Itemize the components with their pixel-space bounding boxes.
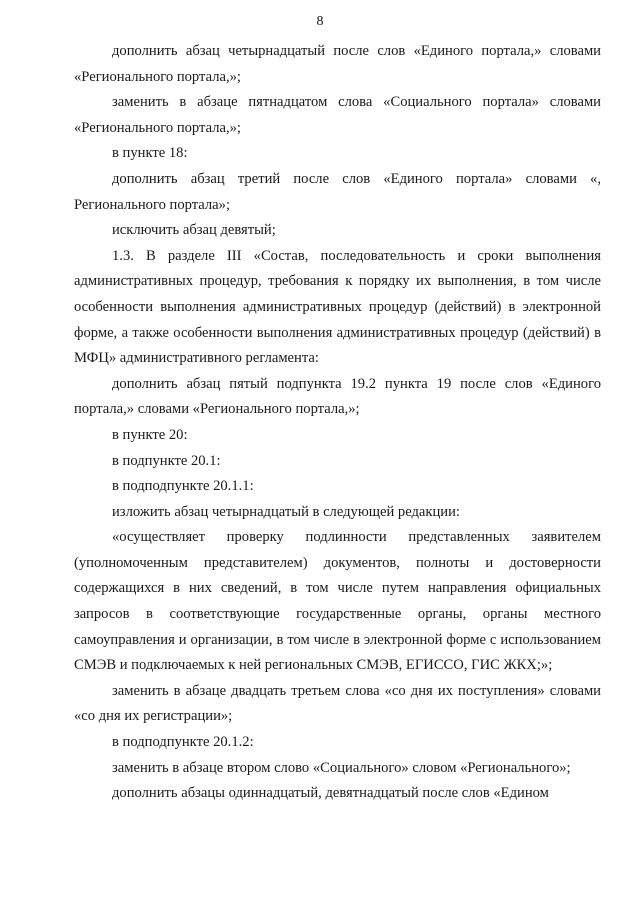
paragraph: дополнить абзац четырнадцатый после слов «Единого портала,» словами «Регионального портала,»; xyxy=(74,43,601,85)
paragraph: 1.3. В разделе III «Состав, последовательность и сроки выполнения административных процедур, требования к порядку их выполнения, в том числе особенности выполнения административных процедур (действий) в электронной форме, а также особенности выполнения административных процедур (действий) в МФЦ» административного регламента: xyxy=(74,247,601,367)
paragraph: в подпункте 20.1: xyxy=(112,452,221,469)
paragraph: в пункте 18: xyxy=(112,145,188,162)
paragraph: заменить в абзаце втором слово «Социального» словом «Регионального»; xyxy=(112,759,571,776)
paragraph: заменить в абзаце двадцать третьем слова «со дня их поступления» словами «со дня их регистрации»; xyxy=(74,682,601,725)
page-number: 8 xyxy=(316,14,324,29)
paragraph: в подподпункте 20.1.2: xyxy=(112,734,254,751)
paragraph: исключить абзац девятый; xyxy=(112,222,276,239)
paragraph: «осуществляет проверку подлинности представленных заявителем (уполномоченным представителем) документов, полноты и достоверности содержащихся в них сведений, в том числе путем направления официальных запросов в соответствующие государственные органы, органы местного самоуправления и организации, в том числе в электронной форме с использованием СМЭВ и подключаемых к ней региональных СМЭВ, ЕГИССО, ГИС ЖКХ;»; xyxy=(74,529,601,674)
paragraph: дополнить абзацы одиннадцатый, девятнадцатый после слов «Едином xyxy=(112,785,549,802)
paragraph: в подподпункте 20.1.1: xyxy=(112,478,254,495)
document-body xyxy=(74,39,601,807)
paragraph: дополнить абзац пятый подпункта 19.2 пункта 19 после слов «Единого портала,» словами «Регионального портала,»; xyxy=(74,375,601,418)
paragraph: заменить в абзаце пятнадцатом слова «Социального портала» словами «Регионального портала,»; xyxy=(74,94,601,136)
paragraph: дополнить абзац третий после слов «Единого портала» словами «, Регионального портала»; xyxy=(74,170,601,213)
paragraph: изложить абзац четырнадцатый в следующей редакции: xyxy=(112,503,460,520)
paragraph: в пункте 20: xyxy=(112,426,188,443)
